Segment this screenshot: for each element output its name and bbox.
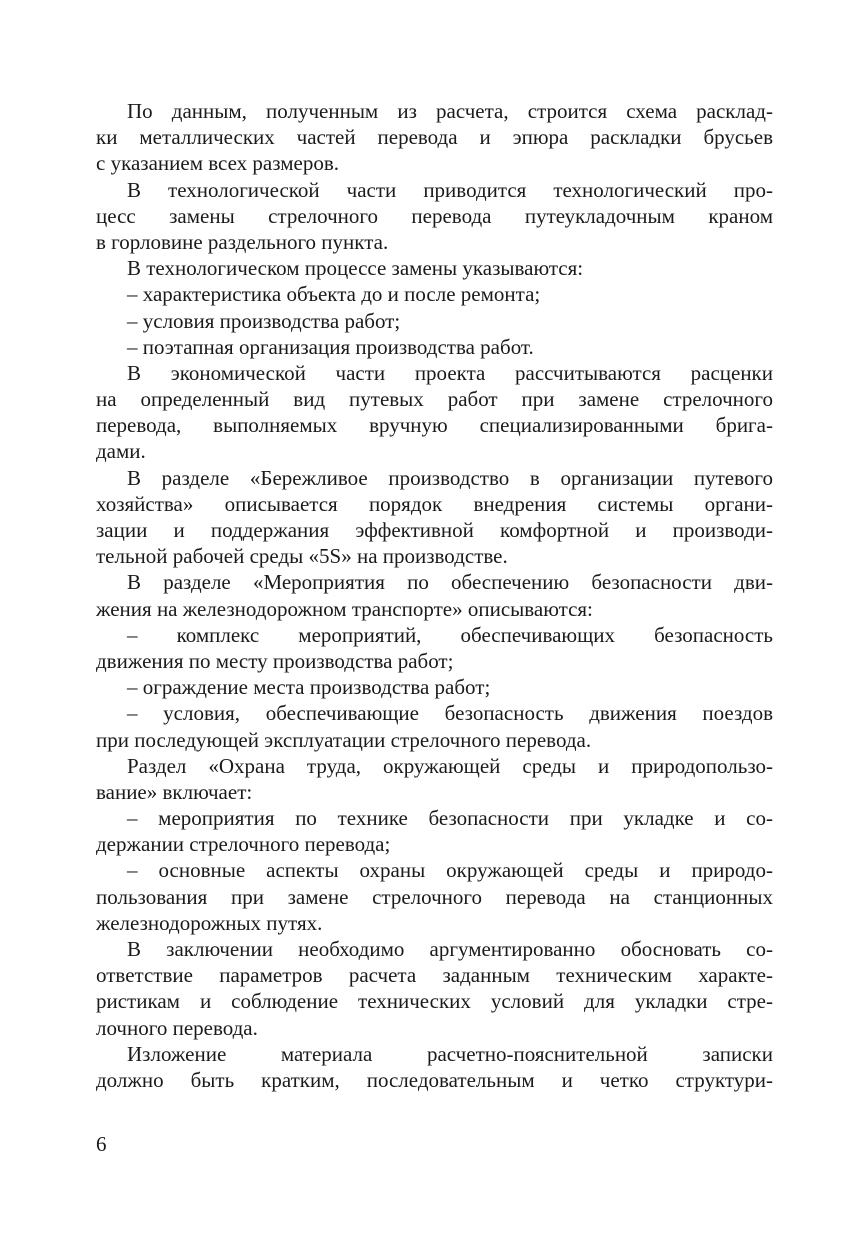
text-line: В заключении необходимо аргументированно обосновать со- bbox=[127, 937, 773, 961]
text-line: – ограждение места производства работ; bbox=[127, 675, 491, 700]
paragraph bbox=[96, 700, 773, 752]
text-line: при последующей эксплуатации стрелочного перевода. bbox=[96, 727, 592, 752]
text-line: зации и поддержания эффективной комфортной и производи- bbox=[96, 518, 773, 542]
page-number: 6 bbox=[96, 1132, 107, 1156]
text-line: ответствие параметров расчета заданным техническим характе- bbox=[96, 963, 773, 988]
paragraph bbox=[96, 334, 773, 360]
text-line: В разделе «Мероприятия по обеспечению безопасности дви- bbox=[127, 570, 773, 595]
text-line: в горловине раздельного пункта. bbox=[96, 229, 389, 254]
paragraph bbox=[96, 98, 773, 177]
text-line: В разделе «Бережливое производство в организации путевого bbox=[127, 465, 773, 490]
text-line: цесс замены стрелочного перевода путеукладочным краном bbox=[96, 203, 773, 228]
text-line: – поэтапная организация производства работ. bbox=[127, 334, 534, 359]
paragraph bbox=[96, 1041, 773, 1093]
text-line: В технологической части приводится технологический про- bbox=[127, 177, 773, 202]
text-line: Изложение материала расчетно-пояснительной записки bbox=[127, 1041, 773, 1066]
text-line: должно быть кратким, последовательным и четко структури- bbox=[96, 1067, 773, 1092]
text-line: – условия производства работ; bbox=[127, 308, 401, 333]
paragraph bbox=[96, 674, 773, 700]
text-line: – мероприятия по технике безопасности при укладке и со- bbox=[127, 806, 773, 831]
text-line: лочного перевода. bbox=[96, 1015, 258, 1040]
text-line: хозяйства» описывается порядок внедрения системы органи- bbox=[96, 491, 773, 516]
text-line: движения по месту производства работ; bbox=[96, 648, 454, 673]
text-line: тельной рабочей среды «5S» на производстве. bbox=[96, 544, 508, 569]
text-line: Раздел «Охрана труда, окружающей среды и природопользо- bbox=[127, 753, 773, 778]
text-line: ристикам и соблюдение технических условий для укладки стре- bbox=[96, 989, 773, 1014]
text-line: жения на железнодорожном транспорте» описываются: bbox=[96, 596, 593, 621]
text-line: По данным, полученным из расчета, строится схема расклад- bbox=[127, 99, 773, 123]
paragraph bbox=[96, 177, 773, 256]
text-line: перевода, выполняемых вручную специализированными брига- bbox=[96, 413, 773, 438]
text-line: В экономической части проекта рассчитываются расценки bbox=[127, 360, 773, 385]
paragraph bbox=[96, 360, 773, 465]
paragraph bbox=[96, 936, 773, 1041]
text-line: – условия, обеспечивающие безопасность движения поездов bbox=[127, 701, 773, 726]
text-line: на определенный вид путевых работ при замене стрелочного bbox=[96, 387, 773, 412]
paragraph bbox=[96, 308, 773, 334]
text-line: ки металлических частей перевода и эпюра раскладки брусьев bbox=[96, 125, 773, 150]
text-line: пользования при замене стрелочного перевода на станционных bbox=[96, 884, 773, 909]
paragraph bbox=[96, 465, 773, 570]
text-line: вание» включает: bbox=[96, 779, 253, 804]
text-line: – характеристика объекта до и после ремонта; bbox=[127, 282, 541, 307]
text-line: железнодорожных путях. bbox=[96, 910, 323, 935]
paragraph bbox=[96, 805, 773, 857]
paragraph bbox=[96, 753, 773, 805]
text-line: дами. bbox=[96, 439, 146, 464]
paragraph bbox=[96, 569, 773, 621]
text-line: держании стрелочного перевода; bbox=[96, 832, 391, 857]
text-line: – комплекс мероприятий, обеспечивающих безопасность bbox=[127, 622, 773, 647]
text-line: – основные аспекты охраны окружающей среды и природо- bbox=[127, 858, 773, 883]
paragraph bbox=[96, 622, 773, 674]
paragraph bbox=[96, 857, 773, 936]
text-line: с указанием всех размеров. bbox=[96, 151, 339, 176]
paragraph bbox=[96, 255, 773, 281]
text-line: В технологическом процессе замены указываются: bbox=[127, 256, 584, 281]
body-text bbox=[96, 98, 773, 1093]
paragraph bbox=[96, 281, 773, 307]
